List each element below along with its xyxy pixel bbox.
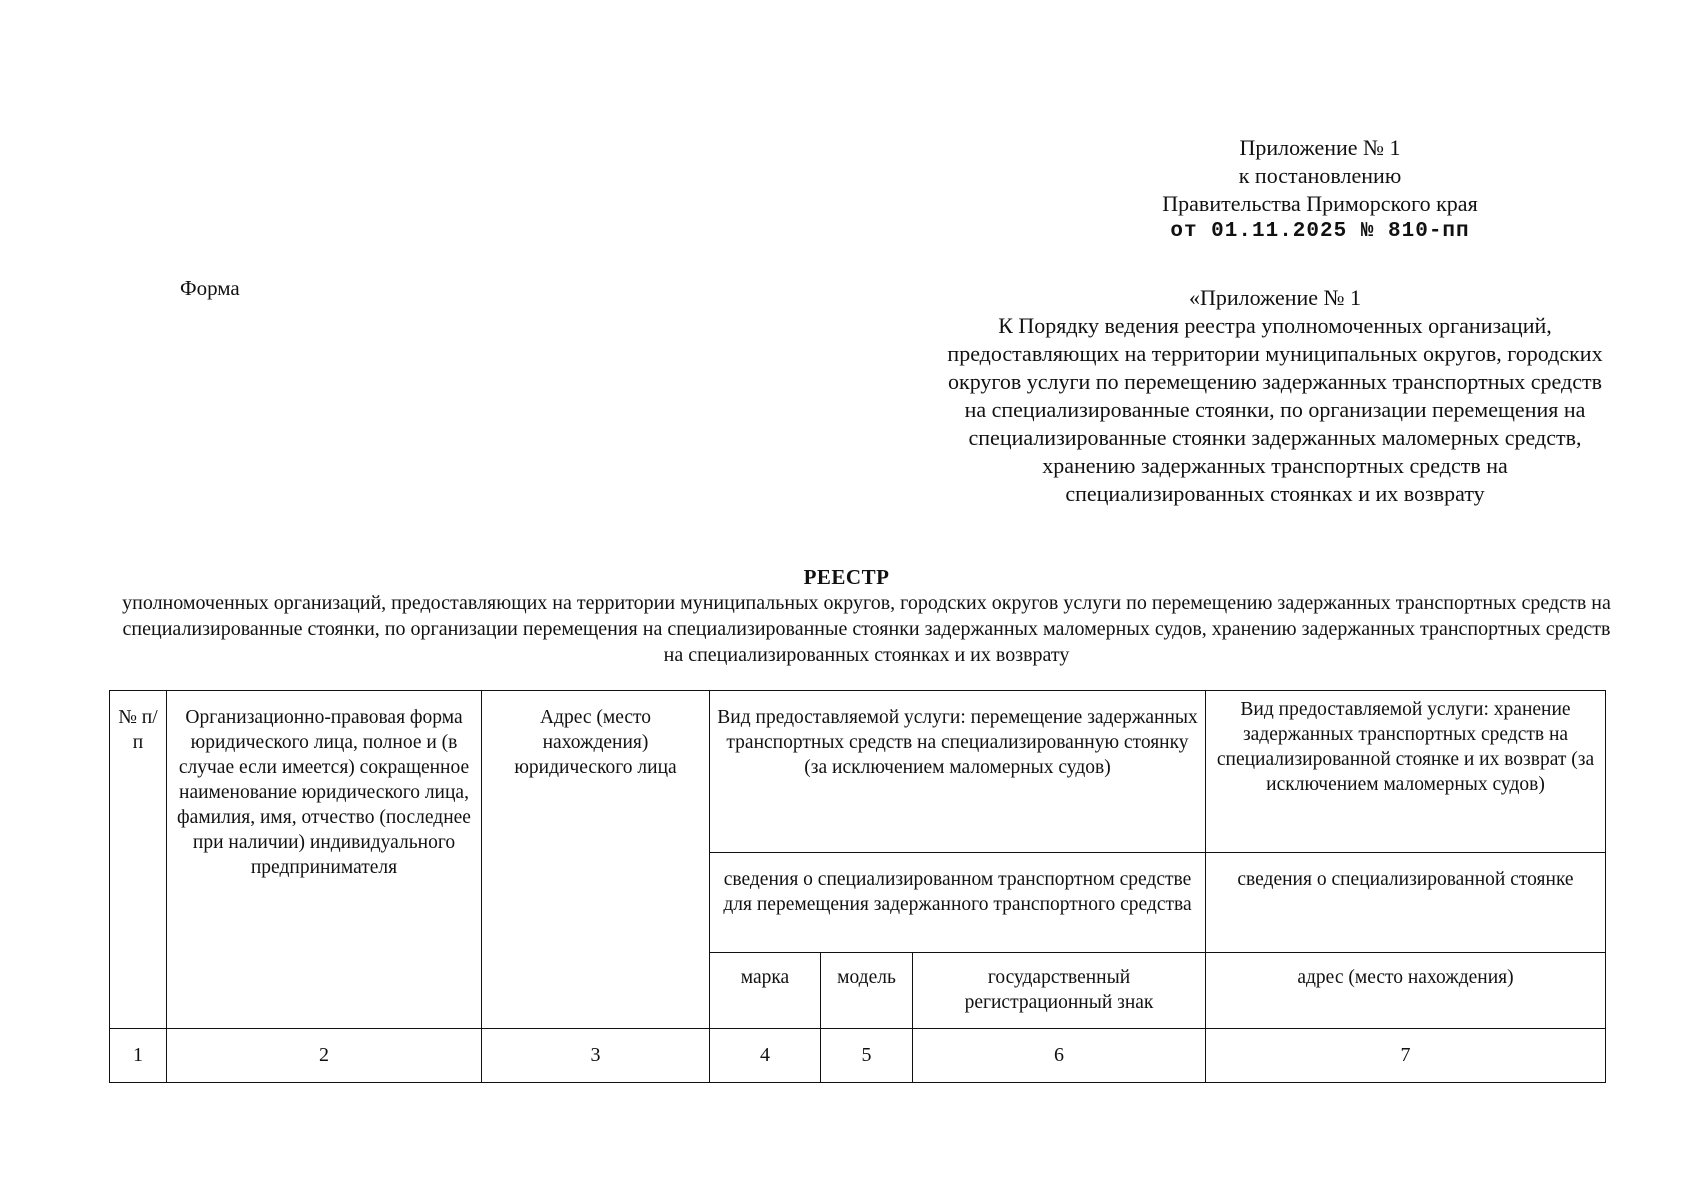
column-number-cell: 7: [1206, 1029, 1606, 1083]
column-number-cell: 1: [110, 1029, 167, 1083]
header-cell-parking-info: сведения о специализированной стоянке: [1206, 853, 1606, 953]
column-number-cell: 3: [482, 1029, 710, 1083]
header-cell-organization: Организационно-правовая форма юридического лица, полное и (в случае если имеется) сокращенное наименование юридического лица, фамилия, имя, отчество (последнее при наличии) индивидуального предпринимателя: [167, 691, 482, 1029]
inner-appendix: [945, 284, 1605, 508]
header-cell-parking-address: адрес (место нахождения): [1206, 953, 1606, 1029]
table-row-column-numbers: [110, 1029, 1606, 1083]
header-cell-brand: марка: [710, 953, 821, 1029]
appendix-header-line2: к постановлению: [1238, 163, 1402, 188]
registry-table: [109, 690, 1606, 1083]
appendix-header-line1: Приложение № 1: [1239, 135, 1401, 160]
column-number-cell: 2: [167, 1029, 482, 1083]
header-cell-storage-service: Вид предоставляемой услуги: хранение задержанных транспортных средств на специализированной стоянке и их возврат (за исключением маломерных судов): [1206, 691, 1606, 853]
column-number-cell: 6: [913, 1029, 1206, 1083]
registry-title: РЕЕСТР: [803, 565, 890, 589]
inner-appendix-text: К Порядку ведения реестра уполномоченных организаций, предоставляющих на территории муниципальных округов, городских округов услуги по перемещению задержанных транспортных средств на специализированные стоянки, по организации перемещения на специализированные стоянки задержанных маломерных средств, хранению задержанных транспортных средств на специализированных стоянках и их возврату: [947, 313, 1603, 506]
header-cell-number: № п/п: [110, 691, 167, 1029]
registry-subtitle: уполномоченных организаций, предоставляющих на территории муниципальных округов, городских округов услуги по перемещению задержанных транспортных средств на специализированные стоянки, по организации перемещения на специализированные стоянки задержанных маломерных судов, хранению задержанных транспортных средств на специализированных стоянках и их возврату: [122, 592, 1611, 666]
header-cell-vehicle-info: сведения о специализированном транспортном средстве для перемещения задержанного транспортного средства: [710, 853, 1206, 953]
form-label: Форма: [180, 276, 240, 300]
column-number-cell: 4: [710, 1029, 821, 1083]
header-cell-address: Адрес (место нахождения) юридического лица: [482, 691, 710, 1029]
header-cell-plate: государственный регистрационный знак: [913, 953, 1206, 1029]
table-header-row-1: [110, 691, 1606, 853]
appendix-header: [1060, 134, 1580, 246]
appendix-header-date-number: от 01.11.2025 № 810-пп: [1170, 220, 1470, 243]
appendix-header-line3: Правительства Приморского края: [1162, 191, 1478, 216]
inner-appendix-title: «Приложение № 1: [1188, 285, 1362, 310]
column-number-cell: 5: [821, 1029, 913, 1083]
header-cell-transfer-service: Вид предоставляемой услуги: перемещение задержанных транспортных средств на специализированную стоянку (за исключением маломерных судов): [710, 691, 1206, 853]
header-cell-model: модель: [821, 953, 913, 1029]
